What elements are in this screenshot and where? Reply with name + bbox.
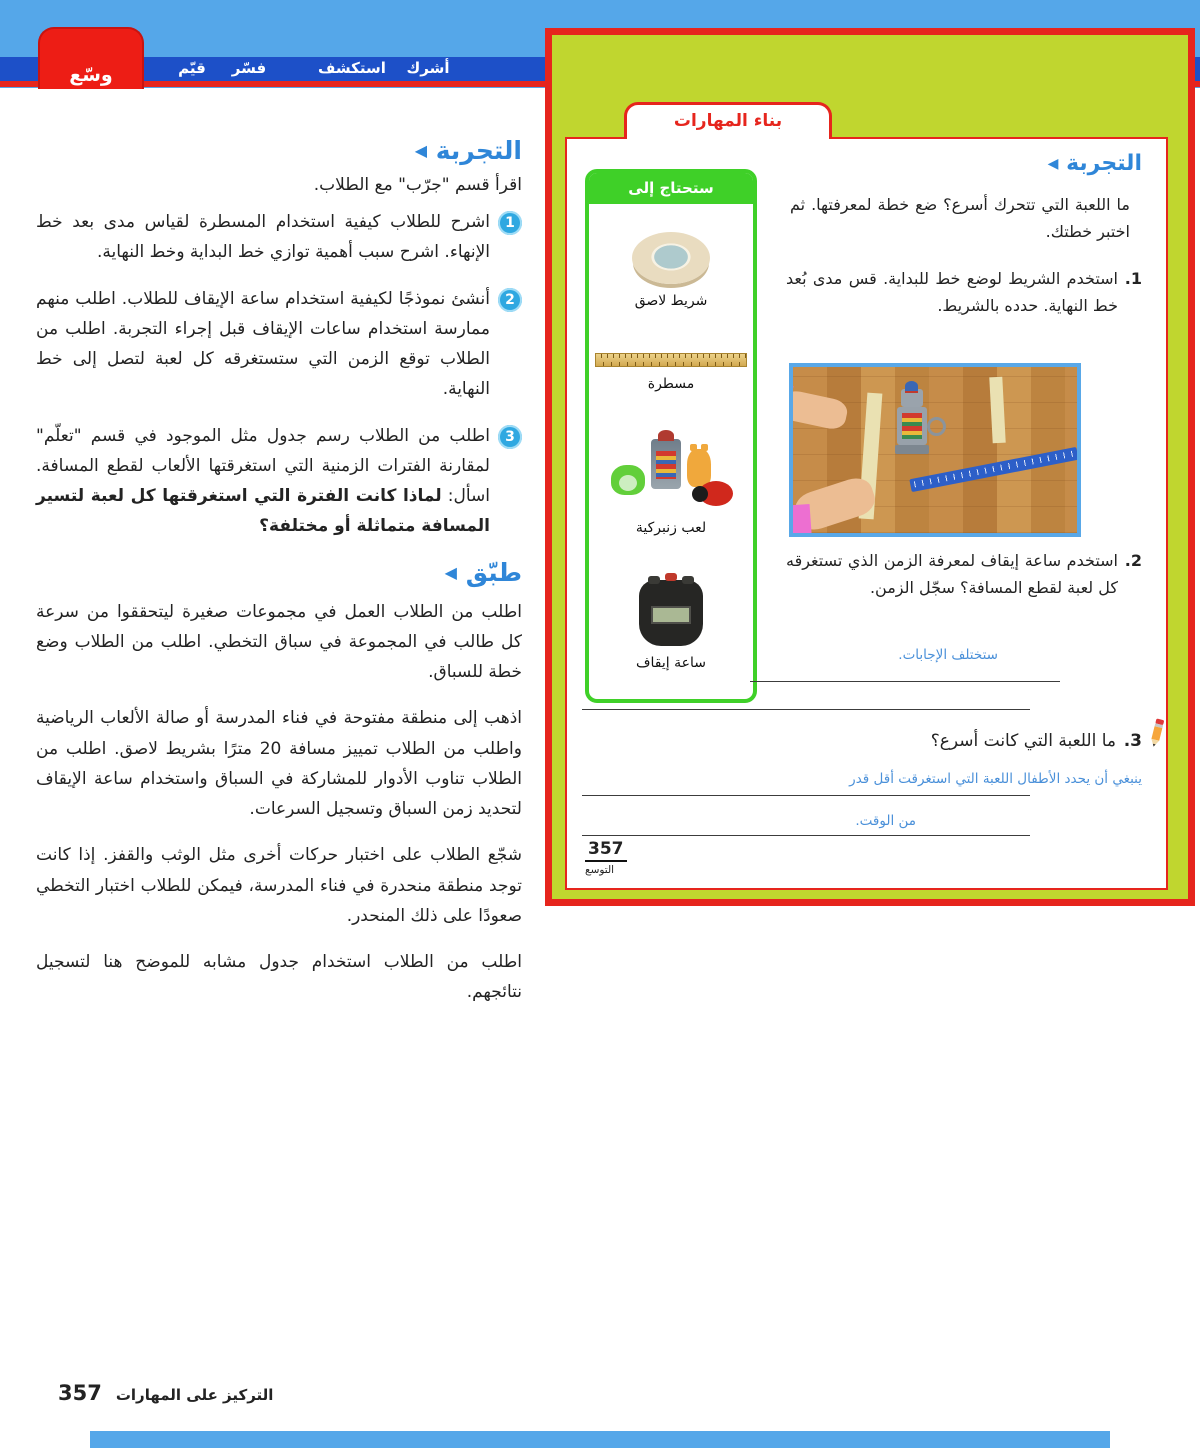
material-stopwatch (636, 580, 706, 671)
apply-paragraph: اطلب من الطلاب العمل في مجموعات صغيرة ليتحققوا من سرعة كل طالب في المجموعة في سباق التخطي. اطلب من الطلاب وضع خطة للسباق. (36, 601, 522, 682)
teacher-column (36, 122, 522, 1024)
tape-icon (632, 232, 710, 284)
student-experiment-heading: التجربة ◀ (1047, 151, 1142, 176)
step-text: ما اللعبة التي كانت أسرع؟ (930, 731, 1116, 751)
answer-text: ينبغي أن يحدد الأطفال اللعبة التي استغرقت أقل قدر (849, 771, 1142, 787)
material-toys (609, 435, 733, 536)
step-number: 1. (1124, 269, 1142, 288)
skills-builder-tab: بناء المهارات (624, 102, 832, 139)
teacher-intro: اقرأ قسم "جرّب" مع الطلاب. (313, 175, 522, 195)
material-label: شريط لاصق (634, 292, 708, 309)
tab-explore[interactable]: استكشف (318, 59, 386, 77)
material-ruler (595, 353, 747, 392)
tab-evaluate[interactable]: قيّم (178, 59, 206, 77)
materials-list (589, 204, 753, 699)
ruler-icon (595, 353, 747, 367)
material-label: ساعة إيقاف (636, 655, 706, 672)
teacher-step-3 (36, 421, 522, 542)
footer-label: التركيز على المهارات (115, 1386, 274, 1404)
step-number-badge: 1 (498, 211, 522, 235)
triangle-bullet-icon: ◀ (414, 141, 427, 160)
student-content-box (565, 137, 1168, 890)
step-number: 2. (1124, 551, 1142, 570)
teacher-step-1 (36, 207, 522, 268)
student-step-3 (842, 731, 1142, 751)
frog-toy-icon (611, 465, 645, 495)
materials-sidebar (585, 169, 757, 703)
answer-text: ستختلف الإجابات. (898, 647, 998, 663)
child-hand-top (789, 388, 849, 431)
student-page-number: 357 (585, 839, 627, 862)
stopwatch-icon (639, 580, 703, 646)
step-number: 3. (1123, 731, 1142, 751)
step-text: استخدم ساعة إيقاف لمعرفة الزمن الذي تستغرقه كل لعبة لقطع المسافة؟ سجّل الزمن. (786, 551, 1118, 598)
teacher-apply-heading: طبّق ◀ (444, 557, 522, 587)
student-page-number-block (585, 839, 627, 876)
triangle-bullet-icon: ◀ (444, 562, 457, 582)
triangle-bullet-icon: ◀ (1047, 156, 1059, 172)
apply-paragraph: اطلب من الطلاب استخدام جدول مشابه للموضح هنا لتسجيل نتائجهم. (36, 952, 522, 1003)
finish-tape-strip (989, 377, 1005, 444)
materials-title: ستحتاج إلى (589, 173, 753, 204)
step-number-badge: 3 (498, 425, 522, 449)
experiment-photo (789, 363, 1081, 537)
step-text: استخدم الشريط لوضع خط للبداية. قس مدى بُعد خط النهاية. حدده بالشريط. (786, 269, 1118, 316)
student-step-2 (786, 547, 1142, 601)
step-text: اشرح للطلاب كيفية استخدام المسطرة لقياس مدى بعد خط الإنهاء. اشرح سبب أهمية توازي خط البداية وخط النهاية. (36, 212, 490, 263)
writing-line (582, 709, 1030, 710)
child-hand-bottom (791, 474, 879, 535)
writing-line (582, 835, 1030, 836)
apply-paragraph: شجّع الطلاب على اختبار حركات أخرى مثل الوثب والقفز. إذا كانت توجد منطقة منحدرة في فناء المدرسة، فيمكن للطلاب اختبار التخطي صعودًا على ذلك المنحدر. (36, 845, 522, 926)
windup-robot (889, 387, 939, 475)
windup-toys-icon (609, 435, 733, 511)
student-page-section: التوسع (585, 864, 615, 876)
student-step-1 (786, 265, 1142, 319)
bottom-blue-bar (90, 1431, 1110, 1448)
step-question-bold: لماذا كانت الفترة التي استغرقتها كل لعبة لتسير المسافة متماثلة أو مختلفة؟ (36, 486, 490, 537)
writing-line (750, 681, 1060, 682)
tab-engage[interactable]: أشرك (406, 59, 450, 77)
teacher-experiment-heading: التجربة ◀ (414, 136, 522, 165)
apply-paragraph: اذهب إلى منطقة مفتوحة في فناء المدرسة أو صالة الألعاب الرياضية واطلب من الطلاب تمييز مسافة 20 مترًا بشريط لاصق. اطلب من الطلاب تناوب الأدوار للمشاركة في السباق واستخدام ساعة الإيقاف لتحديد زمن السباق وتسجيل السرعات. (36, 708, 522, 819)
answer-text: من الوقت. (855, 813, 916, 829)
pencil-icon (1145, 717, 1169, 749)
footer (58, 1381, 273, 1405)
step-number-badge: 2 (498, 288, 522, 312)
writing-line (582, 795, 1030, 796)
robot-toy-icon (651, 439, 681, 489)
ladybug-toy-icon (699, 481, 733, 506)
material-label: مسطرة (647, 375, 695, 392)
step-text: أنشئ نموذجًا لكيفية استخدام ساعة الإيقاف للطلاب. اطلب منهم ممارسة استخدام ساعات الإيقاف قبل إجراء التجربة. اطلب من الطلاب توقع الزمن التي ستستغرقه كل لعبة لتصل إلى خط النهاية. (36, 288, 490, 400)
material-tape (632, 232, 710, 309)
footer-page-number: 357 (58, 1381, 102, 1405)
teacher-step-2 (36, 284, 522, 405)
material-label: لعب زنبركية (635, 520, 707, 537)
tab-explain[interactable]: فسّر (231, 59, 267, 77)
tab-extend-active[interactable]: وسّع (38, 27, 144, 89)
step-text: اطلب من الطلاب رسم جدول مثل الموجود في قسم "تعلّم" لمقارنة الفترات الزمنية التي استغرقتها الألعاب لقطع المسافة. اسأل: لماذا كانت الفترة التي استغرقتها كل لعبة لتسير المسافة متماثلة أو مختلفة؟ (36, 425, 490, 537)
student-intro: ما اللعبة التي تتحرك أسرع؟ ضع خطة لمعرفتها. ثم اختبر خطتك. (790, 195, 1130, 242)
